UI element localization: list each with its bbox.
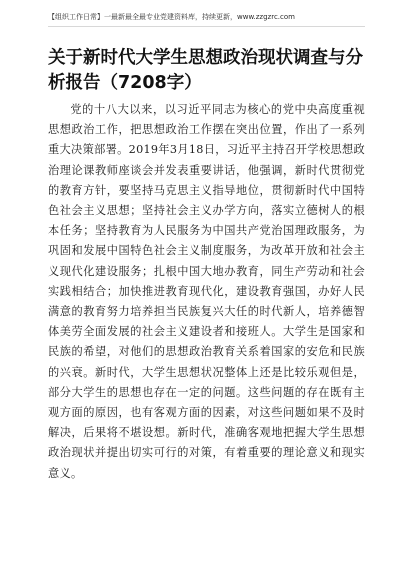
header-banner: 【组织工作日常】一最新最全最专业党建资料库，持续更新，www.zzgzrc.com: [48, 8, 365, 27]
body-paragraph: 党的十八大以来，以习近平同志为核心的党中央高度重视思想政治工作，把思想政治工作摆在突出位置，作出了一系列重大决策部署。2019年3月18日，习近平主持召开学校思想政治理论课教师座谈会并发表重要讲话，他强调，新时代贯彻党的教育方针，要坚持马克思主义指导地位，贯彻新时代中国特色社会主义思想；坚持社会主义办学方向，落实立德树人的根本任务；坚持教育为人民服务为中国共产党治国理政服务，为巩固和发展中国特色社会主义制度服务，为改革开放和社会主义现代化建设服务；扎根中国大地办教育，同生产劳动和社会实践相结合；加快推进教育现代化，建设教育强国，办好人民满意的教育努力培养担当民族复兴大任的时代新人，培养德智体美劳全面发展的社会主义建设者和接班人。大学生是国家和民族的希望，对他们的思想政治教育关系着国家的安危和民族的兴衰。新时代，大学生思想状况整体上还是比较乐观但是，部分大学生的思想也存在一定的问题。这些问题的存在既有主观方面的原因，也有客观方面的因素，对这些问题如果不及时解决，后果将不堪设想。新时代，准确客观地把握大学生思想政治现状并提出切实可行的对策，有着重要的理论意义和现实意义。: [48, 103, 365, 480]
document-title: 关于新时代大学生思想政治现状调查与分析报告（7208字）: [48, 48, 363, 93]
